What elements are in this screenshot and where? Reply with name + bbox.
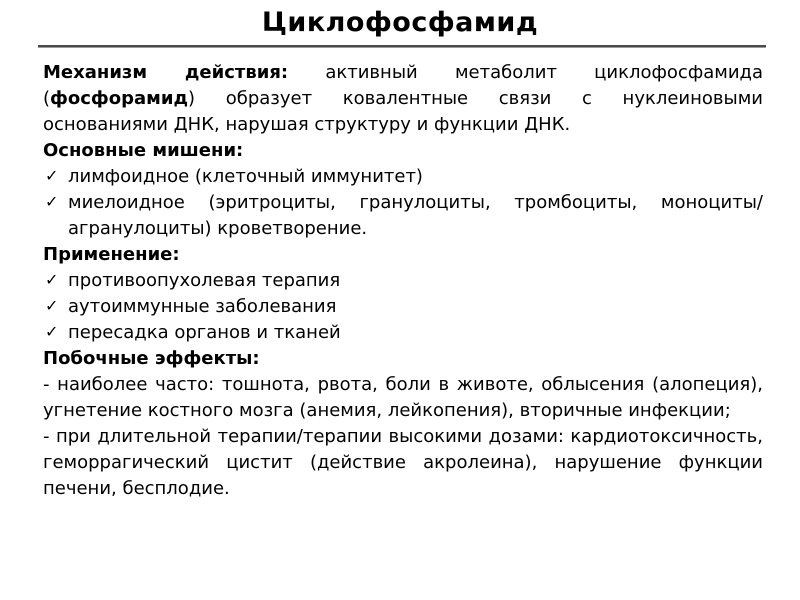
list-item-text: аутоиммунные заболевания [68, 296, 337, 317]
mechanism-paragraph [43, 60, 763, 138]
list-item [43, 320, 763, 346]
check-icon: ✓ [45, 270, 59, 289]
list-item [43, 294, 763, 320]
mechanism-highlight: фосфорамид [50, 88, 189, 109]
check-icon: ✓ [45, 166, 59, 185]
list-item [43, 268, 763, 294]
slide-content [43, 60, 763, 502]
list-item-text: лимфоидное (клеточный иммунитет) [68, 166, 423, 187]
title-divider [38, 45, 766, 48]
targets-heading: Основные мишени: [43, 140, 244, 161]
mechanism-text-after: ) образует ковалентные связи с нуклеиновыми основаниями ДНК, нарушая структуру и функции ДНК. [43, 88, 763, 135]
check-icon: ✓ [45, 296, 59, 315]
list-item [43, 190, 763, 242]
mechanism-text-before: активный метаболит циклофосфамида ( [43, 62, 763, 109]
application-heading: Применение: [43, 244, 180, 265]
slide-title: Циклофосфамид [261, 7, 539, 38]
check-icon: ✓ [45, 192, 59, 211]
list-item-text: противоопухолевая терапия [68, 270, 341, 291]
side-effect-item: - наиболее часто: тошнота, рвота, боли в животе, облысения (алопеция), угнетение костного мозга (анемия, лейкопения), вторичные инфекции; [43, 374, 763, 421]
application-list [43, 268, 763, 346]
targets-list [43, 164, 763, 242]
list-item [43, 164, 763, 190]
side-effects-heading: Побочные эффекты: [43, 348, 260, 369]
check-icon: ✓ [45, 322, 59, 341]
side-effect-item: - при длительной терапии/терапии высокими дозами: кардиотоксичность, геморрагический цистит (действие акролеина), нарушение функции печени, бесплодие. [43, 426, 763, 499]
mechanism-label: Механизм действия: [43, 62, 289, 83]
list-item-text: миелоидное (эритроциты, гранулоциты, тромбоциты, моноциты/агранулоциты) кроветворение. [68, 192, 763, 239]
list-item-text: пересадка органов и тканей [68, 322, 341, 343]
